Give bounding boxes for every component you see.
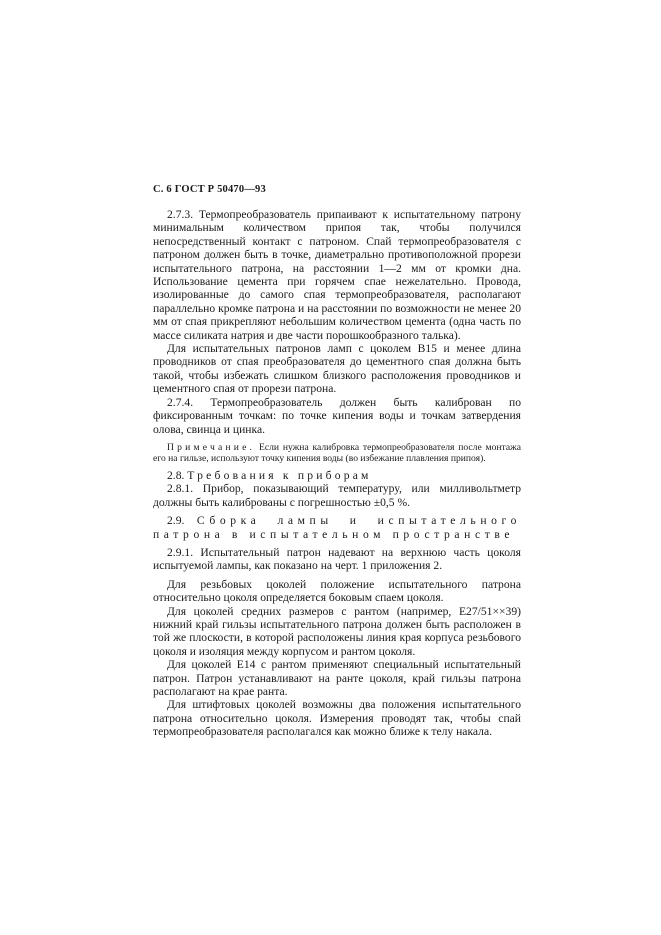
- note-label: Примечание.: [167, 441, 256, 453]
- paragraph-2-9-1: 2.9.1. Испытательный патрон надевают на верхнюю часть цоколя испытуемой лампы, как показано на черт. 1 приложения 2.: [153, 545, 521, 573]
- section-number: 2.9.: [167, 514, 197, 528]
- paragraph-threaded-sockets: Для резьбовых цоколей положение испытательного патрона относительно цоколя определяется боковым спаем цоколя.: [153, 577, 521, 605]
- section-heading-2-8: [153, 469, 521, 482]
- paragraph-e14-sockets: Для цоколей Е14 с рантом применяют специальный испытательный патрон. Патрон устанавливают на ранте цоколя, край гильзы патрона располагают на крае ранта.: [153, 658, 521, 698]
- note: [153, 442, 521, 464]
- paragraph-2-7-3: 2.7.3. Термопреобразователь припаивают к испытательному патрону минимальным количеством припоя так, чтобы получился непосредственный контакт с патроном. Спай термопреобразователя с патроном должен быть в точке, диаметрально противоположной прорези испытательного патрона, на расстоянии 1—2 мм от кромки дна. Использование цемента при горячем спае нежелательно. Провода, изолированные до самого спая термопреобразователя, располагают параллельно кромке патрона и на расстоянии по возможности не менее 20 мм от спая прикрепляют небольшим количеством цемента (одна часть по массе силиката натрия и две части порошкообразного талька).: [153, 208, 521, 342]
- document-page: [153, 184, 521, 739]
- page-header: С. 6 ГОСТ Р 50470—93: [153, 184, 266, 195]
- section-number: 2.8.: [167, 468, 188, 482]
- paragraph-2-7-4: 2.7.4. Термопреобразователь должен быть калиброван по фиксированным точкам: по точке кипения воды и точкам затвердения олова, свинца и цинка.: [153, 395, 521, 436]
- section-title: Требования к приборам: [187, 468, 372, 482]
- paragraph-pin-sockets: Для штифтовых цоколей возможны два положения испытательного патрона относительно цоколя. Измерения проводят так, чтобы спай термопреобразователя располагался как можно ближе к телу накала.: [153, 698, 521, 739]
- paragraph-b15-sockets: Для испытательных патронов ламп с цоколем В15 и менее длина проводников от спая преобразователя до цементного спая должна быть такой, чтобы избежать слишком близкого расположения проводников и цементного спая от прорези патрона.: [153, 342, 521, 396]
- note-text: Если нужна калибровка термопреобразователя после монтажа его на гильзе, используют точку кипения воды (во избежание плавления припоя).: [153, 441, 521, 464]
- paragraph-medium-sockets: Для цоколей средних размеров с рантом (например, Е27/51××39) нижний край гильзы испытательного патрона должен быть расположен в той же плоскости, в которой расположены линия края корпуса резьбового цоколя и изоляция между корпусом и рантом цоколя.: [153, 604, 521, 658]
- section-title: Сборка лампы и испытательного патрона в испытательном пространстве: [153, 514, 521, 541]
- paragraph-2-8-1: 2.8.1. Прибор, показывающий температуру, или милливольтметр должны быть калиброваны с погрешностью ±0,5 %.: [153, 482, 521, 509]
- section-heading-2-9: [153, 514, 521, 541]
